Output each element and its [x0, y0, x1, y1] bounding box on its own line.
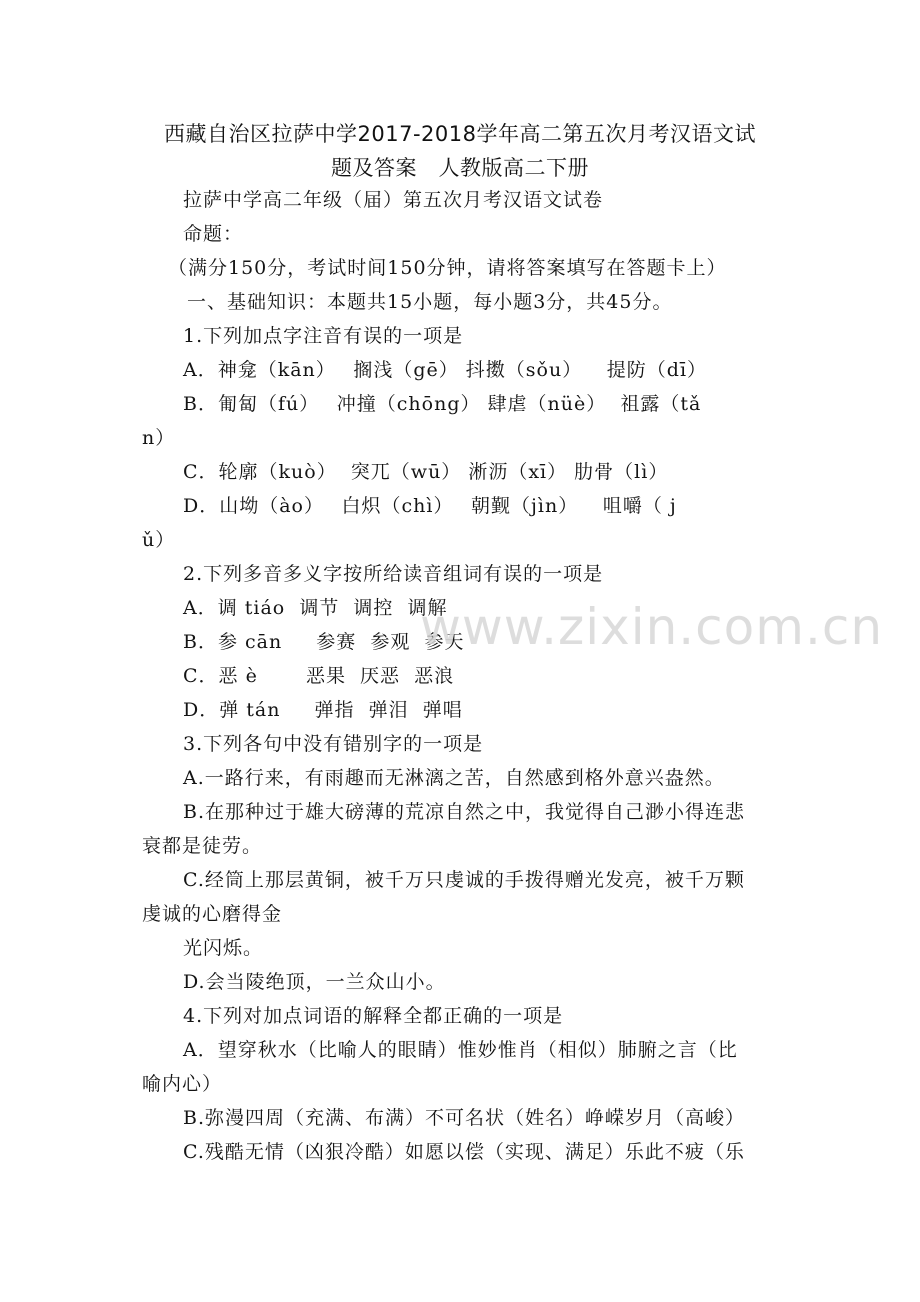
question-1-option-d: D．山坳（ào） 白炽（chì） 朝觐（jìn） 咀嚼（ j — [183, 495, 677, 517]
question-3-option-c: C.经筒上那层黄铜，被千万只虔诚的手拨得赠光发亮，被千万颗 — [183, 869, 745, 891]
question-2-stem: 2.下列多音多义字按所给读音组词有误的一项是 — [183, 563, 604, 585]
question-4-option-a-cont: 喻内心） — [142, 1073, 223, 1095]
author-line: 命题： — [183, 223, 244, 245]
question-1-stem: 1.下列加点字注音有误的一项是 — [183, 325, 464, 347]
exam-subtitle: 拉萨中学高二年级（届）第五次月考汉语文试卷 — [183, 189, 604, 211]
question-3-option-c-cont: 虔诚的心磨得金 — [142, 903, 283, 925]
question-1-option-b-cont: n） — [142, 427, 176, 449]
question-3-option-b-cont: 衰都是徒劳。 — [142, 835, 263, 857]
question-3-option-d: D.会当陵绝顶，一兰众山小。 — [183, 971, 446, 993]
question-4-option-b: B.弥漫四周（充满、布满）不可名状（姓名）峥嵘岁月（高峻） — [183, 1107, 746, 1129]
exam-note: （满分150分，考试时间150分钟，请将答案填写在答题卡上） — [168, 257, 727, 279]
document-title-line1: 西藏自治区拉萨中学2017-2018学年高二第五次月考汉语文试 — [164, 122, 756, 146]
question-3-stem: 3.下列各句中没有错别字的一项是 — [183, 733, 484, 755]
question-2-option-b: B．参 cān 参赛 参观 参天 — [183, 631, 465, 653]
question-3-option-b: B.在那种过于雄大磅薄的荒凉自然之中，我觉得自己渺小得连悲 — [183, 801, 746, 823]
question-2-option-c: C．恶 è 恶果 厌恶 恶浪 — [183, 665, 455, 687]
question-1-option-c: C．轮廓（kuò） 突兀（wū） 淅沥（xī） 肋骨（lì） — [183, 461, 669, 483]
question-2-option-d: D．弹 tán 弹指 弹泪 弹唱 — [183, 699, 463, 721]
question-1-option-d-cont: ǔ） — [142, 529, 176, 551]
question-4-option-a: A．望穿秋水（比喻人的眼睛）惟妙惟肖（相似）肺腑之言（比 — [183, 1039, 738, 1061]
question-2-option-a: A．调 tiáo 调节 调控 调解 — [183, 597, 448, 619]
section-heading: 一、基础知识：本题共15小题，每小题3分，共45分。 — [180, 291, 673, 313]
document-title-line2: 题及答案 人教版高二下册 — [331, 156, 589, 180]
question-4-stem: 4.下列对加点词语的解释全都正确的一项是 — [183, 1005, 564, 1027]
question-1-option-a: A．神龛（kān） 搁浅（gē） 抖擞（sǒu） 提防（dī） — [183, 359, 708, 381]
watermark: www.zixin.com.cn — [420, 598, 884, 656]
question-3-option-c-cont2: 光闪烁。 — [183, 937, 264, 959]
question-4-option-c: C.残酷无情（凶狠冷酷）如愿以偿（实现、满足）乐此不疲（乐 — [183, 1141, 745, 1163]
question-3-option-a: A.一路行来，有雨趣而无淋漓之苦，自然感到格外意兴盎然。 — [183, 767, 725, 789]
question-1-option-b: B．匍匐（fú） 冲撞（chōng） 肆虐（nüè） 祖露（tǎ — [183, 393, 702, 415]
